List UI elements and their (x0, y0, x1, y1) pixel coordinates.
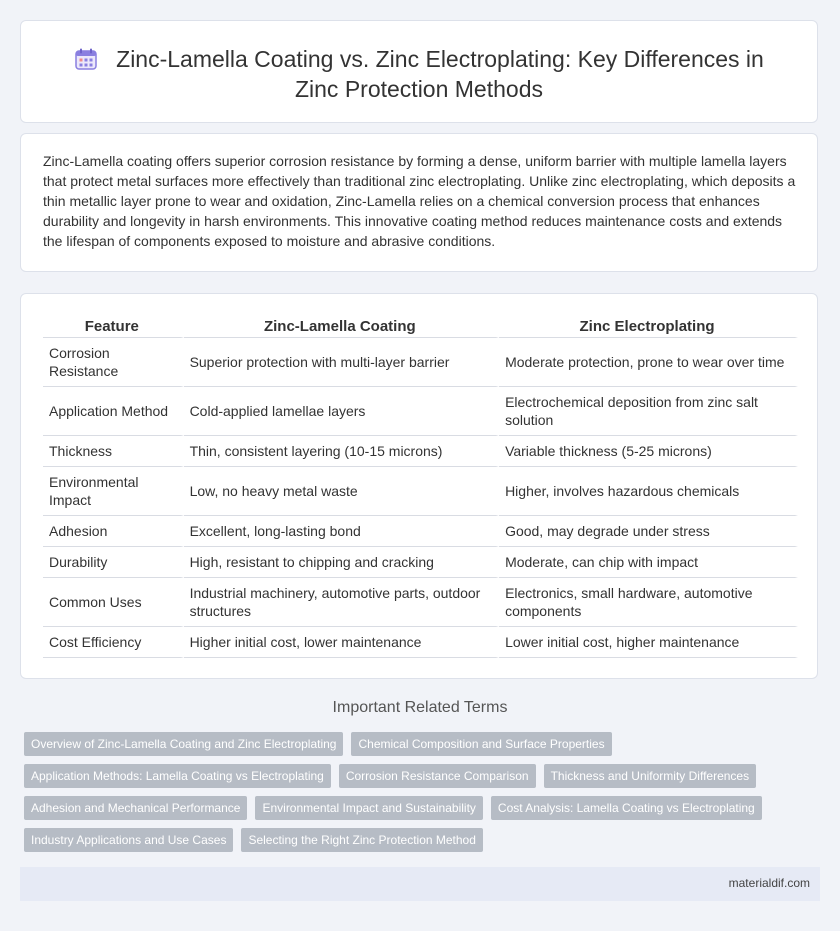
tag-selecting-method[interactable]: Selecting the Right Zinc Protection Method (241, 828, 482, 852)
footer-site-link[interactable]: materialdif.com (728, 876, 810, 890)
page-title (21, 44, 817, 104)
table-header-row (43, 312, 798, 338)
table-row (43, 627, 798, 658)
tag-overview[interactable]: Overview of Zinc-Lamella Coating and Zinc Electroplating (24, 732, 343, 756)
table-cell: Application Method (43, 387, 184, 436)
table-cell: Thickness (43, 436, 184, 467)
table-cell: Higher initial cost, lower maintenance (184, 627, 500, 658)
tag-application-methods[interactable]: Application Methods: Lamella Coating vs Electroplating (24, 764, 331, 788)
table-cell: Excellent, long-lasting bond (184, 516, 500, 547)
intro-card (20, 133, 818, 272)
title-line-1: Zinc-Lamella Coating vs. Zinc Electroplating: Key Differences in (116, 46, 764, 72)
table-cell: Electronics, small hardware, automotive components (499, 578, 798, 627)
table-cell: Cost Efficiency (43, 627, 184, 658)
table-row (43, 467, 798, 516)
related-terms-heading: Important Related Terms (332, 699, 508, 716)
table-cell: Moderate, can chip with impact (499, 547, 798, 578)
table-cell: Good, may degrade under stress (499, 516, 798, 547)
tag-chemical-composition[interactable]: Chemical Composition and Surface Properties (351, 732, 611, 756)
table-cell: Corrosion Resistance (43, 338, 184, 387)
table-cell: Adhesion (43, 516, 184, 547)
tag-thickness-uniformity[interactable]: Thickness and Uniformity Differences (544, 764, 757, 788)
table-row (43, 578, 798, 627)
tag-environmental-impact[interactable]: Environmental Impact and Sustainability (255, 796, 482, 820)
header-zinc-lamella: Zinc-Lamella Coating (184, 312, 500, 338)
table-cell: Industrial machinery, automotive parts, outdoor structures (184, 578, 500, 627)
table-cell: Lower initial cost, higher maintenance (499, 627, 798, 658)
tag-adhesion[interactable]: Adhesion and Mechanical Performance (24, 796, 247, 820)
table-cell: Electrochemical deposition from zinc salt solution (499, 387, 798, 436)
table-row (43, 387, 798, 436)
comparison-table (43, 312, 798, 658)
table-row (43, 547, 798, 578)
table-cell: Common Uses (43, 578, 184, 627)
header-feature: Feature (43, 312, 184, 338)
table-cell: High, resistant to chipping and cracking (184, 547, 500, 578)
comparison-table-card (20, 293, 818, 679)
table-cell: Environmental Impact (43, 467, 184, 516)
table-cell: Superior protection with multi-layer barrier (184, 338, 500, 387)
calendar-icon (74, 47, 98, 71)
table-cell: Moderate protection, prone to wear over time (499, 338, 798, 387)
tag-cost-analysis[interactable]: Cost Analysis: Lamella Coating vs Electroplating (491, 796, 762, 820)
related-terms-tags (24, 732, 804, 860)
table-cell: Variable thickness (5-25 microns) (499, 436, 798, 467)
table-row (43, 516, 798, 547)
table-cell: Durability (43, 547, 184, 578)
intro-paragraph: Zinc-Lamella coating offers superior corrosion resistance by forming a dense, uniform barrier with multiple lamella layers that protect metal surfaces more effectively than traditional zinc electroplating. Unlike zinc electroplating, which deposits a thin metallic layer prone to wear and oxidation, Zinc-Lamella relies on a chemical conversion process that enhances durability and longevity in harsh environments. This innovative coating method reduces maintenance costs and extends the lifespan of components exposed to moisture and abrasive conditions. (43, 153, 796, 249)
table-cell: Higher, involves hazardous chemicals (499, 467, 798, 516)
table-cell: Low, no heavy metal waste (184, 467, 500, 516)
table-row (43, 338, 798, 387)
title-card (20, 20, 818, 123)
title-line-2: Zinc Protection Methods (294, 76, 543, 102)
header-zinc-electroplating: Zinc Electroplating (499, 312, 798, 338)
table-row (43, 436, 798, 467)
tag-corrosion-resistance[interactable]: Corrosion Resistance Comparison (339, 764, 536, 788)
table-cell: Thin, consistent layering (10-15 microns) (184, 436, 500, 467)
tag-industry-applications[interactable]: Industry Applications and Use Cases (24, 828, 233, 852)
table-cell: Cold-applied lamellae layers (184, 387, 500, 436)
footer (20, 867, 820, 901)
